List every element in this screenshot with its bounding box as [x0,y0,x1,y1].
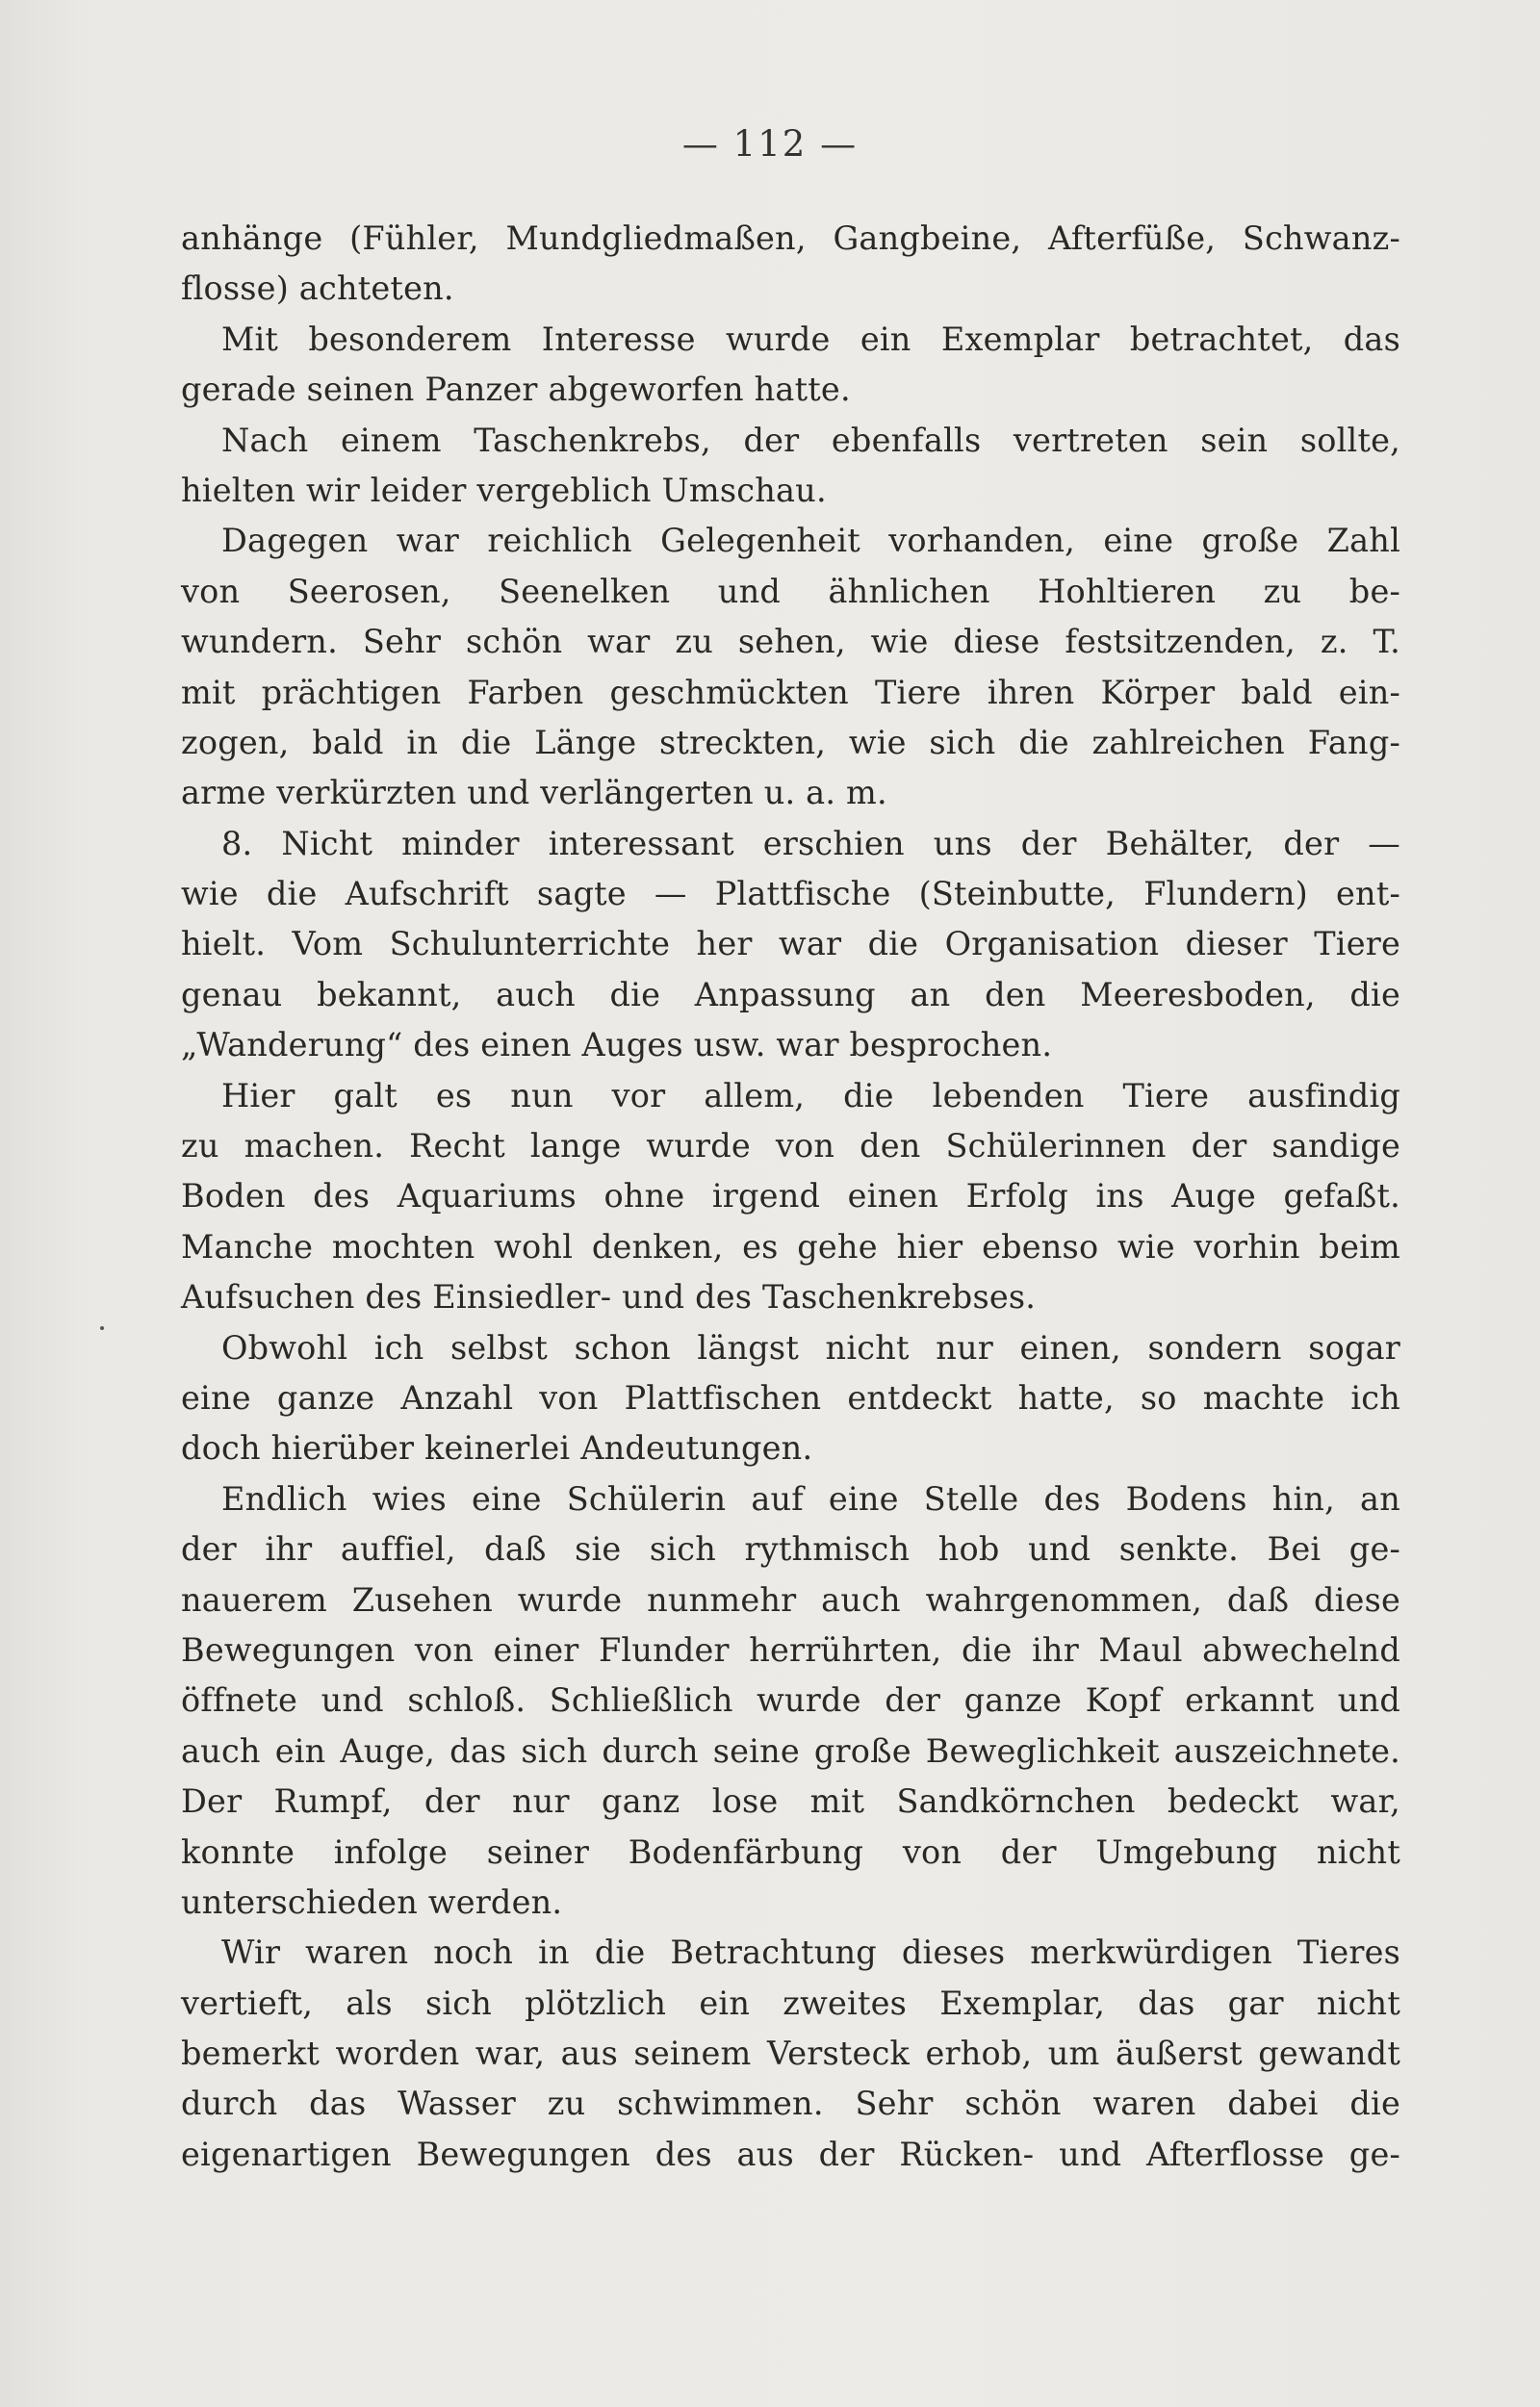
text-line: Boden des Aquariums ohne irgend einen Erfolg ins Auge gefaßt. [181,1177,1400,1216]
margin-mark [100,1326,104,1330]
text-line: doch hierüber keinerlei Andeutungen. [181,1429,813,1468]
text-line: gerade seinen Panzer abgeworfen hatte. [181,371,851,409]
text-line: Obwohl ich selbst schon längst nicht nur einen, sondern sogar [221,1328,1400,1367]
text-line: vertieft, als sich plötzlich ein zweites Exemplar, das gar nicht [181,1984,1400,2022]
text-line: zogen, bald in die Länge streckten, wie sich die zahlreichen Fang- [181,723,1400,761]
text-line: anhänge (Fühler, Mundgliedmaßen, Gangbeine, Afterfüße, Schwanz- [181,219,1400,257]
text-line: öffnete und schloß. Schließlich wurde der ganze Kopf erkannt und [181,1681,1400,1720]
text-line: der ihr auffiel, daß sie sich rythmisch hob und senkte. Bei ge- [181,1530,1400,1569]
text-line: „Wanderung“ des einen Auges usw. war besprochen. [181,1026,1053,1064]
text-line: zu machen. Recht lange wurde von den Schülerinnen der sandige [181,1127,1400,1165]
text-line: hielten wir leider vergeblich Umschau. [181,471,827,509]
text-line: nauerem Zusehen wurde nunmehr auch wahrgenommen, daß diese [181,1580,1400,1619]
text-line: wundern. Sehr schön war zu sehen, wie diese festsitzenden, z. T. [181,623,1400,661]
text-line: Dagegen war reichlich Gelegenheit vorhanden, eine große Zahl [221,522,1400,560]
text-line: arme verkürzten und verlängerten u. a. m. [181,774,887,812]
text-line: bemerkt worden war, aus seinem Versteck erhob, um äußerst gewandt [181,2035,1400,2073]
text-line: mit prächtigen Farben geschmückten Tiere ihren Körper bald ein- [181,673,1400,711]
text-line: hielt. Vom Schulunterrichte her war die Organisation dieser Tiere [181,925,1400,963]
text-line: Hier galt es nun vor allem, die lebenden Tiere ausfindig [221,1076,1400,1114]
body-text [181,214,1400,2180]
text-line: von Seerosen, Seenelken und ähnlichen Hohltieren zu be- [181,572,1400,610]
text-line: Wir waren noch in die Betrachtung dieses merkwürdigen Tieres [221,1933,1400,1972]
text-line: Mit besonderem Interesse wurde ein Exemplar betrachtet, das [221,320,1400,358]
text-line: unterschieden werden. [181,1882,563,1921]
text-line: eigenartigen Bewegungen des aus der Rücken- und Afterflosse ge- [181,2135,1400,2173]
text-line: eine ganze Anzahl von Plattfischen entdeckt hatte, so machte ich [181,1378,1400,1417]
text-line: flosse) achteten. [181,269,454,308]
text-line: Nach einem Taschenkrebs, der ebenfalls vertreten sein sollte, [221,421,1400,459]
page-number: — 112 — [681,123,859,165]
text-line: 8. Nicht minder interessant erschien uns der Behälter, der — [221,824,1400,862]
text-line: Endlich wies eine Schülerin auf eine Stelle des Bodens hin, an [221,1479,1400,1518]
text-line: Aufsuchen des Einsiedler- und des Taschenkrebses. [181,1278,1037,1317]
text-line: Manche mochten wohl denken, es gehe hier ebenso wie vorhin beim [181,1227,1400,1266]
text-line: wie die Aufschrift sagte — Plattfische (Steinbutte, Flundern) ent- [181,875,1400,913]
text-line: durch das Wasser zu schwimmen. Sehr schön waren dabei die [181,2085,1400,2123]
text-line: konnte infolge seiner Bodenfärbung von der Umgebung nicht [181,1832,1400,1871]
text-line: Bewegungen von einer Flunder herrührten, die ihr Maul abwechelnd [181,1630,1400,1669]
text-line: genau bekannt, auch die Anpassung an den Meeresboden, die [181,975,1400,1013]
text-line: Der Rumpf, der nur ganz lose mit Sandkörnchen bedeckt war, [181,1782,1400,1821]
text-line: auch ein Auge, das sich durch seine große Beweglichkeit auszeichnete. [181,1731,1400,1770]
